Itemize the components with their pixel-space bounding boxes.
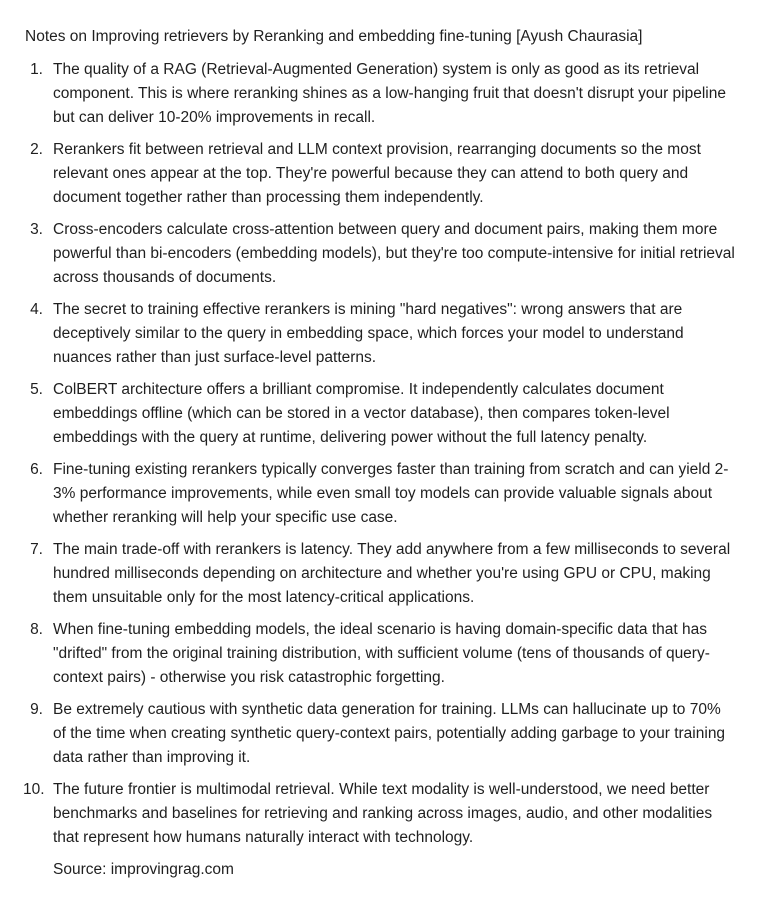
list-item-number: 1.	[30, 61, 43, 78]
list-item-number: 9.	[30, 701, 43, 718]
document-title: Notes on Improving retrievers by Reranking and embedding fine-tuning [Ayush Chaurasia]	[25, 28, 643, 45]
list-item	[25, 778, 735, 850]
list-item-number: 7.	[30, 541, 43, 558]
list-item	[25, 378, 735, 450]
list-item-text: Fine-tuning existing rerankers typically converges faster than training from scratch and can yield 2-3% performance improvements, while even small toy models can provide valuable signals about whether reranking will help your specific use case.	[53, 461, 729, 526]
list-item-number: 5.	[30, 381, 43, 398]
list-item	[25, 138, 735, 210]
list-item-number: 6.	[30, 461, 43, 478]
list-item	[25, 538, 735, 610]
list-item-text: Rerankers fit between retrieval and LLM context provision, rearranging documents so the most relevant ones appear at the top. They're powerful because they can attend to both query and document together rather than processing them independently.	[53, 141, 701, 206]
list-item	[25, 618, 735, 690]
list-item-text: The secret to training effective rerankers is mining "hard negatives": wrong answers that are deceptively similar to the query in embedding space, which forces your model to understand nuances rather than just surface-level patterns.	[53, 301, 684, 366]
notes-list	[25, 58, 735, 850]
list-item	[25, 58, 735, 130]
list-item-text: When fine-tuning embedding models, the ideal scenario is having domain-specific data that has "drifted" from the original training distribution, with sufficient volume (tens of thousands of query-context pairs) - otherwise you risk catastrophic forgetting.	[53, 621, 710, 686]
list-item-text: Be extremely cautious with synthetic data generation for training. LLMs can hallucinate up to 70% of the time when creating synthetic query-context pairs, potentially adding garbage to your training data rather than improving it.	[53, 701, 726, 766]
list-item-text: Cross-encoders calculate cross-attention between query and document pairs, making them more powerful than bi-encoders (embedding models), but they're too compute-intensive for initial retrieval across thousands of documents.	[53, 221, 735, 286]
list-item	[25, 698, 735, 770]
list-item	[25, 298, 735, 370]
list-item-text: The future frontier is multimodal retrieval. While text modality is well-understood, we need better benchmarks and baselines for retrieving and ranking across images, audio, and other modalities that represent how humans naturally interact with technology.	[53, 781, 713, 846]
list-item-number: 2.	[30, 141, 43, 158]
source-line: Source: improvingrag.com	[53, 861, 234, 878]
list-item-number: 3.	[30, 221, 43, 238]
list-item-text: The main trade-off with rerankers is latency. They add anywhere from a few milliseconds to several hundred milliseconds depending on architecture and whether you're using GPU or CPU, making them unsuitable only for the most latency-critical applications.	[53, 541, 731, 606]
list-item-number: 8.	[30, 621, 43, 638]
list-item	[25, 458, 735, 530]
list-item-text: The quality of a RAG (Retrieval-Augmented Generation) system is only as good as its retrieval component. This is where reranking shines as a low-hanging fruit that doesn't disrupt your pipeline but can deliver 10-20% improvements in recall.	[53, 61, 726, 126]
list-item	[25, 218, 735, 290]
list-item-number: 4.	[30, 301, 43, 318]
list-item-number: 10.	[23, 781, 45, 798]
list-item-text: ColBERT architecture offers a brilliant compromise. It independently calculates document embeddings offline (which can be stored in a vector database), then compares token-level embeddings with the query at runtime, delivering power without the full latency penalty.	[53, 381, 670, 446]
